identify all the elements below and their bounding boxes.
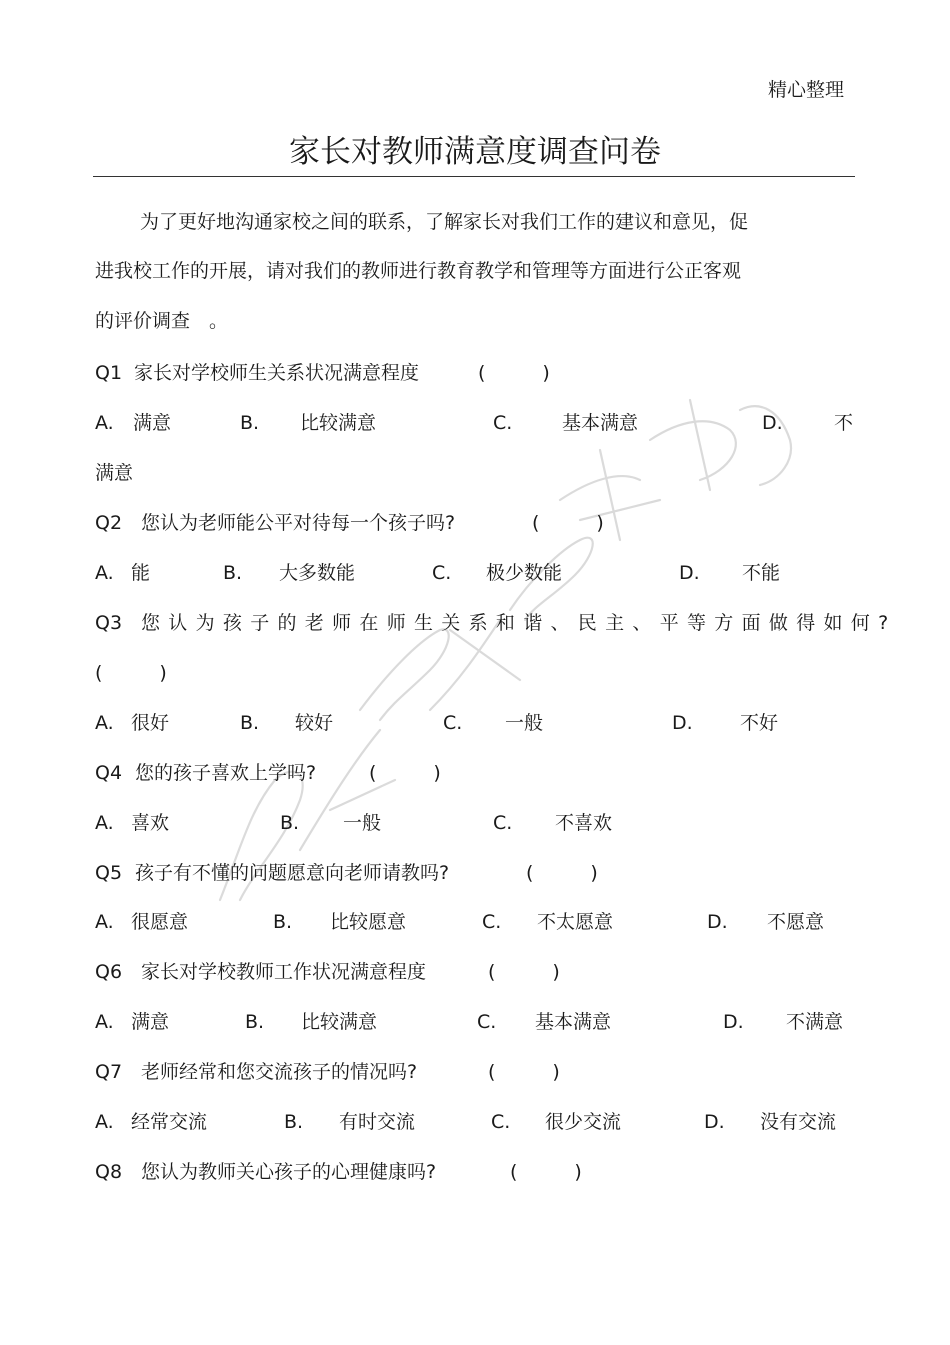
option-label[interactable]: 较好: [295, 712, 334, 734]
option-letter: D.: [723, 1011, 744, 1033]
question-id: Q7: [95, 1061, 123, 1083]
option-label[interactable]: 一般: [343, 812, 382, 834]
option-letter: A.: [95, 1111, 114, 1133]
option-letter: B.: [240, 412, 260, 434]
answer-blank[interactable]: ( ): [478, 362, 550, 384]
option-label[interactable]: 大多数能: [279, 562, 356, 584]
question-text: 孩子有不懂的问题愿意向老师请教吗?: [135, 862, 450, 884]
option-letter: A.: [95, 812, 114, 834]
option-letter: B.: [280, 812, 300, 834]
option-letter: D.: [679, 562, 700, 584]
option-letter: C.: [477, 1011, 497, 1033]
option-label-wrap[interactable]: 满意: [95, 462, 134, 484]
option-label[interactable]: 极少数能: [486, 562, 563, 584]
option-label[interactable]: 很愿意: [131, 911, 189, 933]
option-label[interactable]: 满意: [133, 412, 172, 434]
option-label[interactable]: 很少交流: [545, 1111, 622, 1133]
answer-blank[interactable]: ( ): [532, 512, 604, 534]
question-id: Q4: [95, 762, 123, 784]
option-label[interactable]: 不能: [742, 562, 781, 584]
title-divider: [93, 176, 855, 177]
option-letter: C.: [443, 712, 463, 734]
option-label[interactable]: 喜欢: [131, 812, 170, 834]
option-label[interactable]: 满意: [131, 1011, 170, 1033]
option-label[interactable]: 很好: [131, 712, 170, 734]
question-id: Q2: [95, 512, 123, 534]
option-letter: B.: [284, 1111, 304, 1133]
option-letter: B.: [223, 562, 243, 584]
question-id: Q6: [95, 961, 123, 983]
option-label[interactable]: 能: [131, 562, 151, 584]
option-label[interactable]: 不喜欢: [555, 812, 613, 834]
header-note: 精心整理: [768, 79, 845, 101]
answer-blank[interactable]: ( ): [488, 961, 560, 983]
option-letter: D.: [672, 712, 693, 734]
option-letter: B.: [245, 1011, 265, 1033]
option-letter: C.: [493, 812, 513, 834]
option-letter: A.: [95, 1011, 114, 1033]
option-label[interactable]: 经常交流: [131, 1111, 208, 1133]
option-letter: D.: [704, 1111, 725, 1133]
option-label[interactable]: 不满意: [786, 1011, 844, 1033]
question-id: Q8: [95, 1161, 123, 1183]
page-title: 家长对教师满意度调查问卷: [289, 134, 661, 170]
answer-blank[interactable]: ( ): [526, 862, 598, 884]
option-label[interactable]: 不好: [740, 712, 779, 734]
question-text: 您认为孩子的老师在师生关系和谐、民主、平等方面做得如何?: [141, 612, 897, 634]
option-label[interactable]: 不愿意: [767, 911, 825, 933]
question-text: 家长对学校教师工作状况满意程度: [141, 961, 427, 983]
option-letter: A.: [95, 712, 114, 734]
option-label[interactable]: 不太愿意: [537, 911, 614, 933]
watermark: [180, 380, 820, 940]
intro-line-3: 的评价调查 。: [95, 310, 229, 332]
answer-blank[interactable]: ( ): [369, 762, 441, 784]
option-label[interactable]: 比较满意: [301, 1011, 378, 1033]
option-label[interactable]: 基本满意: [535, 1011, 612, 1033]
option-label[interactable]: 一般: [505, 712, 544, 734]
option-letter: A.: [95, 412, 114, 434]
question-id: Q5: [95, 862, 123, 884]
question-id: Q1: [95, 362, 123, 384]
option-letter: C.: [432, 562, 452, 584]
option-label[interactable]: 基本满意: [562, 412, 639, 434]
intro-line-2: 进我校工作的开展，请对我们的教师进行教育教学和管理等方面进行公正客观: [95, 260, 742, 282]
option-letter: B.: [273, 911, 293, 933]
option-letter: D.: [707, 911, 728, 933]
question-id: Q3: [95, 612, 123, 634]
question-text: 您认为老师能公平对待每一个孩子吗?: [141, 512, 456, 534]
option-letter: C.: [482, 911, 502, 933]
intro-line-1: 为了更好地沟通家校之间的联系，了解家长对我们工作的建议和意见，促: [140, 211, 749, 233]
option-letter: A.: [95, 911, 114, 933]
option-label[interactable]: 比较满意: [300, 412, 377, 434]
question-text: 您认为教师关心孩子的心理健康吗?: [141, 1161, 437, 1183]
question-text: 老师经常和您交流孩子的情况吗?: [141, 1061, 418, 1083]
answer-blank[interactable]: ( ): [488, 1061, 560, 1083]
answer-blank[interactable]: ( ): [510, 1161, 582, 1183]
option-label[interactable]: 比较愿意: [330, 911, 407, 933]
option-letter: A.: [95, 562, 114, 584]
option-label[interactable]: 不: [834, 412, 854, 434]
option-label[interactable]: 有时交流: [339, 1111, 416, 1133]
option-letter: B.: [240, 712, 260, 734]
question-text: 您的孩子喜欢上学吗?: [135, 762, 317, 784]
option-letter: D.: [762, 412, 783, 434]
option-letter: C.: [491, 1111, 511, 1133]
question-text: 家长对学校师生关系状况满意程度: [134, 362, 420, 384]
option-letter: C.: [493, 412, 513, 434]
answer-blank[interactable]: ( ): [95, 662, 167, 684]
option-label[interactable]: 没有交流: [760, 1111, 837, 1133]
